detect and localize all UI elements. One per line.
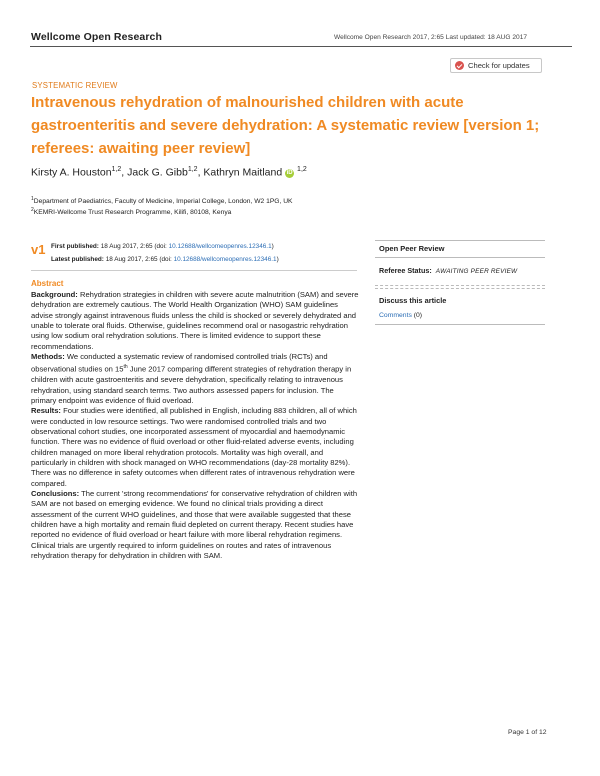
author-affiliation-ref: 1,2 <box>297 166 307 173</box>
orcid-icon[interactable]: iD <box>286 169 293 176</box>
first-published-line <box>51 243 274 250</box>
methods-text: We conducted a systematic review of randomised controlled trials (RCTs) and observational studies on 15 <box>31 352 328 374</box>
abstract-body <box>31 290 361 561</box>
check-circle-icon <box>455 61 464 70</box>
methods-label: Methods: <box>31 352 65 362</box>
header-divider <box>30 46 572 47</box>
author-name[interactable]: Jack G. Gibb <box>127 166 188 179</box>
background-text: Rehydration strategies in children with severe acute malnutrition (SAM) and severe dehydration are extremely cautious. The World Health Organization (WHO) SAM guidelines advise strongly against intravenous fluids unless the child is shocked or severely dehydrated and unable to tolerate oral fluids. Otherwise, guidelines recommend oral or nasogastric rehydration using low sodium oral rehydration solutions. There is limited evidence to support these recommendations. <box>31 290 359 351</box>
sidebar-divider <box>375 285 545 286</box>
comments-link[interactable]: Comments <box>379 312 412 319</box>
journal-name: Wellcome Open Research <box>31 31 162 43</box>
author-name[interactable]: Kathryn Maitland <box>203 166 283 179</box>
author-separator: , <box>121 166 125 179</box>
latest-published-date: 18 Aug 2017, 2:65 (doi: <box>105 256 172 263</box>
affiliation <box>31 207 231 216</box>
abstract-background <box>31 290 361 352</box>
page-number: Page 1 of 12 <box>508 729 547 736</box>
latest-published-label: Latest published: <box>51 256 104 263</box>
check-for-updates-label: Check for updates <box>468 61 530 70</box>
affiliation-number: 2 <box>31 207 34 213</box>
comments-line <box>375 307 545 324</box>
close-paren: ) <box>276 256 279 263</box>
abstract-methods <box>31 352 361 406</box>
author-affiliation-ref: 1,2 <box>111 166 122 173</box>
referee-status-value: AWAITING PEER REVIEW <box>435 268 518 275</box>
discuss-heading: Discuss this article <box>379 296 447 305</box>
check-for-updates-button[interactable] <box>450 58 542 73</box>
referee-status <box>375 258 545 285</box>
results-text: Four studies were identified, all published in English, including 883 children, all of which were conducted in low resource settings. Two were randomised controlled trials and two observational cohort studies, one incorporated assessment of myocardial and haemodynamic function. There was no evidence of fluid overload or other fluid-related adverse events, including children managed on more liberal rehydration protocols. Mortality was high overall, and particularly in children with shock managed on WHO recommendations (day-28 mortality 82%). There was no difference in safety outcomes when different rates of intravenous rehydration were compared. <box>31 406 357 488</box>
affiliation <box>31 196 292 205</box>
abstract-conclusions <box>31 489 361 561</box>
sidebar-title: Open Peer Review <box>379 244 445 253</box>
conclusions-label: Conclusions: <box>31 489 80 499</box>
comments-count: (0) <box>411 312 423 319</box>
version-badge: v1 <box>31 242 46 257</box>
doi-link[interactable]: 10.12688/wellcomeopenres.12346.1 <box>168 243 272 250</box>
first-published-date: 18 Aug 2017, 2:65 (doi: <box>100 243 167 250</box>
running-header: Wellcome Open Research 2017, 2:65 Last updated: 18 AUG 2017 <box>334 34 528 41</box>
close-paren: ) <box>271 243 274 250</box>
author-affiliation-ref: 1,2 <box>187 166 198 173</box>
ordinal-suffix: th <box>123 364 128 371</box>
results-label: Results: <box>31 406 61 416</box>
referee-status-label: Referee Status: <box>379 266 432 275</box>
conclusions-text: The current 'strong recommendations' for conservative rehydration of children with SAM are not based on emerging evidence. We found no clinical trials providing a direct assessment of the current WHO guidelines, and those that were available suggested that these children have a high mortality and remain fluid depleted on current therapy. Recent studies have reported no evidence of fluid overload or heart failure with more liberal rehydration regimens. Clinical trials are urgently required to inform guidelines on routes and rates of intravenous rehydration therapy for dehydration in children with SAM. <box>31 489 358 561</box>
latest-published-line <box>51 256 279 263</box>
first-published-label: First published: <box>51 243 99 250</box>
affiliation-text: Department of Paediatrics, Faculty of Medicine, Imperial College, London, W2 1PG, UK <box>33 198 293 206</box>
affiliation-number: 1 <box>31 196 34 202</box>
peer-review-sidebar <box>375 240 545 325</box>
author-separator: , <box>197 166 201 179</box>
author-name[interactable]: Kirsty A. Houston <box>31 166 112 179</box>
abstract-results <box>31 406 361 489</box>
article-type: SYSTEMATIC REVIEW <box>32 81 118 90</box>
abstract-heading: Abstract <box>31 279 64 288</box>
affiliation-text: KEMRI-Wellcome Trust Research Programme, Kilifi, 80108, Kenya <box>33 209 232 217</box>
background-label: Background: <box>31 290 78 299</box>
doi-link[interactable]: 10.12688/wellcomeopenres.12346.1 <box>173 256 277 263</box>
methods-text: June 2017 comparing different strategies of rehydration therapy in children with acute gastroenteritis and severe dehydration, specifically relating to intravenous rehydration, using standard search terms. Two authors assessed papers for inclusion. The primary endpoint was evidence of fluid overload. <box>31 364 352 405</box>
sidebar-divider <box>375 324 545 325</box>
author-list <box>31 166 307 179</box>
article-title: Intravenous rehydration of malnourished children with acute gastroenteritis and severe dehydration: A systematic review [version 1; referees: awaiting peer review] <box>31 94 540 157</box>
publication-divider <box>31 270 357 271</box>
